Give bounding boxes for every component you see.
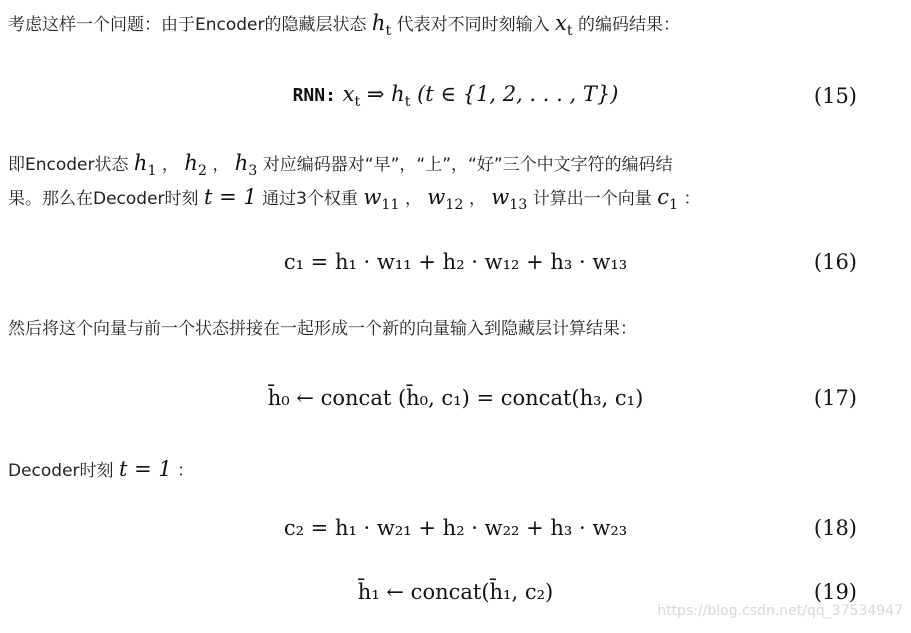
paragraph-2-line-1: 即Encoder状态 $h_1$ ， $h_2$ ， $h_3$ 对应编码器对“早”，“上”，“好”三个中文字符的编码结: [8, 151, 673, 179]
para1-mid: 代表对不同时刻输入: [396, 15, 550, 35]
equation-16-number: (16): [813, 250, 857, 274]
math-w11: $w_{11}$: [363, 185, 400, 213]
para1-suffix: 的编码结果：: [577, 15, 680, 35]
math-t-equals-1-b: t = 1: [118, 457, 172, 481]
paragraph-4: Decoder时刻 t = 1 ：: [8, 457, 195, 481]
paragraph-2-line-2: 果。那么在Decoder时刻 t = 1 通过3个权重 $w_{11}$ ， $w_{12}$ ， $w_{13}$ 计算出一个向量 $c_1$ ：: [8, 185, 701, 213]
equation-19-number: (19): [813, 580, 857, 604]
equation-17: h̄₀ ← concat (h̄₀, c₁) = concat(h₃, c₁): [267, 386, 644, 410]
equation-19: h̄₁ ← concat(h̄₁, c₂): [357, 580, 554, 604]
math-h2: $h_2$: [184, 151, 207, 179]
math-h3: $h_3$: [234, 151, 258, 179]
equation-15-number: (15): [813, 84, 857, 108]
equation-17-number: (17): [813, 386, 857, 410]
equation-15: RNN: $x_t$ ⇒ $h_t$ (t ∈ {1, 2, . . . , T}): [292, 82, 619, 110]
paragraph-1: [8, 6, 680, 48]
eq15-label: RNN:: [292, 85, 336, 106]
math-h-t: $h_t$: [371, 11, 392, 39]
watermark: https://blog.csdn.net/qq_37534947: [657, 603, 903, 619]
math-w12: $w_{12}$: [427, 185, 464, 213]
math-w13: $w_{13}$: [491, 185, 528, 213]
math-c1: $c_1$: [657, 185, 679, 213]
para1-prefix: 考虑这样一个问题：由于Encoder的隐藏层状态: [8, 15, 367, 35]
math-x-t: $x_t$: [555, 11, 573, 39]
paragraph-3: 然后将这个向量与前一个状态拼接在一起形成一个新的向量输入到隐藏层计算结果：: [8, 319, 637, 339]
math-t-equals-1: t = 1: [203, 185, 257, 209]
equation-18-number: (18): [813, 516, 857, 540]
math-h1: $h_1$: [133, 151, 157, 179]
equation-18: c₂ = h₁ · w₂₁ + h₂ · w₂₂ + h₃ · w₂₃: [283, 516, 628, 540]
equation-16: c₁ = h₁ · w₁₁ + h₂ · w₁₂ + h₃ · w₁₃: [283, 250, 628, 274]
